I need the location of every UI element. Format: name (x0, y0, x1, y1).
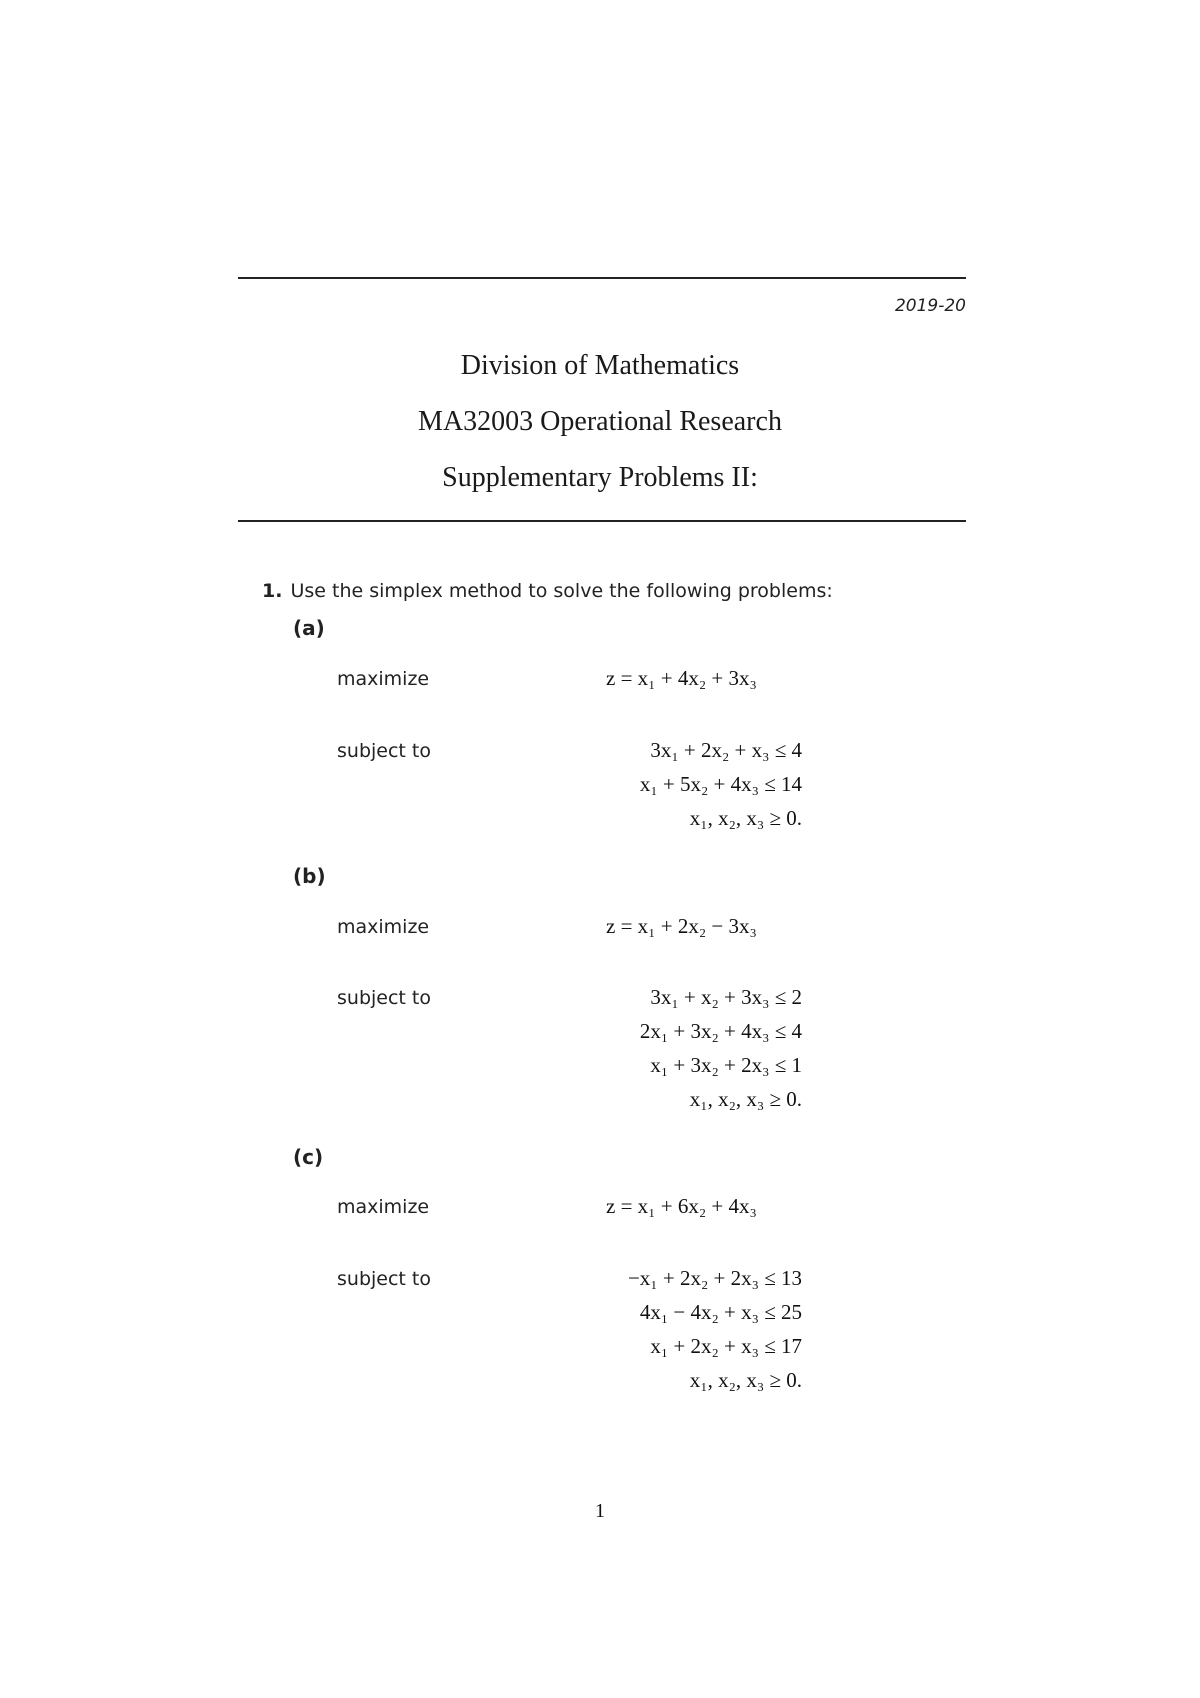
part-b-label: (b) (293, 864, 326, 888)
part-b-maximize-label: maximize (337, 916, 430, 938)
top-rule (238, 277, 966, 279)
page-number: 1 (595, 1500, 605, 1522)
part-b-constraint-2: 2x₁ + 3x₂ + 4x₃ ≤ 4 (639, 1019, 802, 1043)
part-a-constraint-1: 3x₁ + 2x₂ + x₃ ≤ 4 (650, 738, 802, 762)
part-a-subject-to-label: subject to (337, 740, 431, 762)
part-c-constraint-3: x₁ + 2x₂ + x₃ ≤ 17 (650, 1334, 802, 1358)
course-title: MA32003 Operational Research (418, 406, 782, 437)
part-a-constraint-2: x₁ + 5x₂ + 4x₃ ≤ 14 (639, 772, 802, 796)
part-b-subject-to-label: subject to (337, 987, 431, 1009)
part-b-constraint-1: 3x₁ + x₂ + 3x₃ ≤ 2 (650, 985, 802, 1009)
part-c-subject-to-label: subject to (337, 1268, 431, 1290)
academic-year: 2019-20 (894, 296, 966, 316)
division-title: Division of Mathematics (460, 350, 740, 381)
part-b-objective: z = x₁ + 2x₂ − 3x₃ (606, 914, 757, 938)
part-c-label: (c) (293, 1145, 324, 1169)
part-c-maximize-label: maximize (337, 1196, 430, 1218)
part-c-nonnegativity: x₁, x₂, x₃ ≥ 0. (689, 1368, 802, 1392)
part-a-label: (a) (293, 616, 325, 640)
part-b-nonnegativity: x₁, x₂, x₃ ≥ 0. (689, 1087, 802, 1111)
question-number: 1. (262, 580, 283, 602)
part-c-objective: z = x₁ + 6x₂ + 4x₃ (606, 1194, 757, 1218)
question-1-intro (262, 580, 833, 602)
part-c-constraint-1: −x₁ + 2x₂ + 2x₃ ≤ 13 (627, 1266, 802, 1290)
sheet-title: Supplementary Problems II: (442, 462, 758, 493)
part-a-maximize-label: maximize (337, 668, 430, 690)
part-a-nonnegativity: x₁, x₂, x₃ ≥ 0. (689, 806, 802, 830)
part-c-constraint-2: 4x₁ − 4x₂ + x₃ ≤ 25 (639, 1300, 802, 1324)
part-b-constraint-3: x₁ + 3x₂ + 2x₃ ≤ 1 (650, 1053, 802, 1077)
part-a-objective: z = x₁ + 4x₂ + 3x₃ (606, 666, 757, 690)
bottom-rule (238, 520, 966, 522)
question-text: Use the simplex method to solve the following problems: (290, 580, 833, 602)
